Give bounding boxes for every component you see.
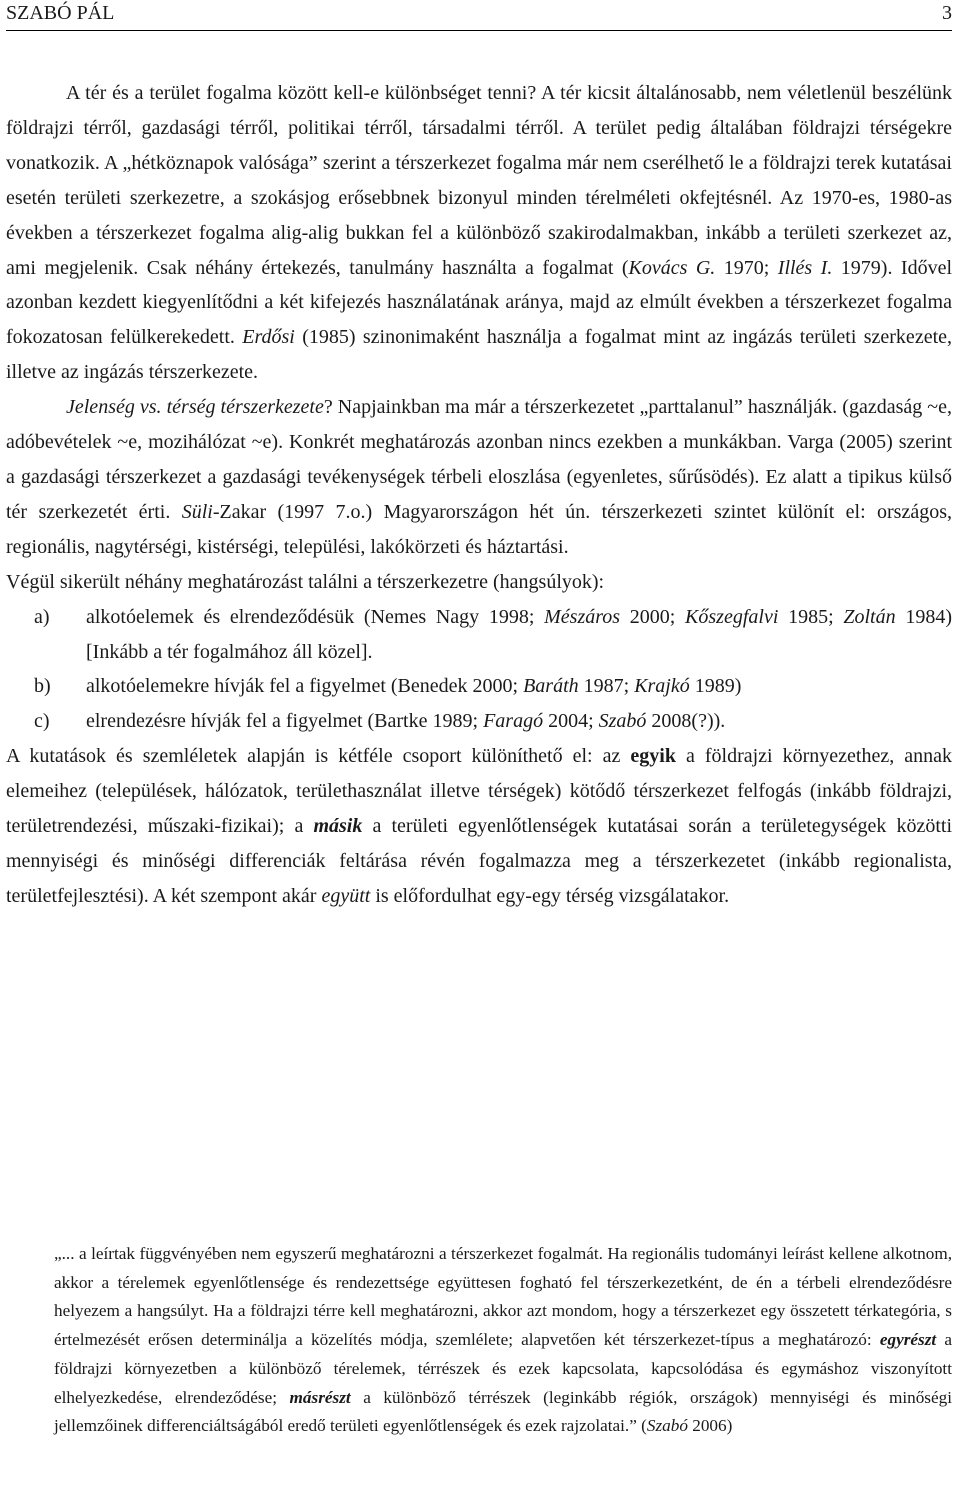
text-run: 1985; xyxy=(778,605,844,628)
list-item xyxy=(6,600,952,670)
text-run: ? Napjainkban ma már a térszerkezetet „parttalanul” használják. (gazdaság ~e, adóbevételek ~e, mozihálózat ~e). Konkrét meghatározás azonban nincs ezekben a munkákban. Varga (2005) szerint a gazdasági térszerkezet a gazdasági tevékenységek térbeli eloszlása (egyenletes, sűrűsödés). Ez alatt a tipikus külső tér szerkezetét érti. xyxy=(6,396,952,523)
text-run: 1970; xyxy=(715,256,778,279)
citation-author: Zoltán xyxy=(843,605,896,628)
citation-author: Faragó xyxy=(483,710,544,733)
text-run: „... a leírtak függvényében nem egyszerű meghatározni a térszerkezet fogalmát. Ha regionális tudományi leírást kellene alkotnom, akkor a térelemek egyenlőtlensége és rendezettsége együttesen fogható fel térszerkezetként, de én a térbeli elrendeződésre helyezem a hangsúlyt. Ha a földrajzi térre kell meghatározni, akkor azt mondom, hogy a térszerkezet egy összetett térkategória, s értelmezését erősen determinálja a közelítés módja, szemlélete; alapvetően két térszerkezet-típus a meghatározó: xyxy=(54,1244,952,1350)
bold-italic-term: másik xyxy=(313,815,363,838)
text-run: a különböző térrészek (leginkább régiók, országok) mennyiségi és minőségi jellemzőinek differenciáltságából eredő területi egyenlőtlenségek és ezek rajzolatai.” ( xyxy=(54,1387,952,1436)
citation-author: Baráth xyxy=(523,675,579,698)
running-header xyxy=(6,0,952,31)
text-run: 2004; xyxy=(543,710,599,733)
citation-author: Süli xyxy=(181,500,213,523)
paragraph-1 xyxy=(6,76,952,390)
citation-author: Szabó xyxy=(646,1416,688,1436)
text-run: 1987; xyxy=(578,675,635,698)
quote-text xyxy=(54,1240,952,1441)
list-intro: Végül sikerült néhány meghatározást találni a térszerkezetre (hangsúlyok): xyxy=(6,570,605,593)
citation-author: Kőszegfalvi xyxy=(685,605,779,628)
text-run: a földrajzi környezethez, annak elemeihez (települések, hálózatok, területhasználat illetve térségek) kötődő térszerkezet felfogás (inkább földrajzi, területrendezési, műszaki-fizikai); a xyxy=(6,745,952,838)
paragraph-3 xyxy=(6,739,952,914)
bold-italic-term: másrészt xyxy=(289,1387,351,1407)
list-item xyxy=(6,669,952,704)
text-run: is előfordulhat egy-egy térség vizsgálatakor. xyxy=(370,884,730,907)
text-run: 1984) [Inkább a tér fogalmához áll közel]. xyxy=(86,605,952,663)
text-run: alkotóelemekre hívják fel a figyelmet (Benedek 2000; xyxy=(86,675,524,698)
text-run: A tér és a terület fogalma között kell-e különbséget tenni? A tér kicsit általánosabb, nem véletlenül beszélünk földrajzi térről, gazdasági térről, politikai térről, társadalmi térről. A terület pedig általában földrajzi térségekre vonatkozik. A „hétköznapok valósága” szerint a térszerkezet fogalma már nem cserélhető le a földrajzi terek kutatásai esetén területi szerkezetre, a szokásjog erősebbnek bizonyul minden térelméleti okfejtésnél. Az 1970-es, 1980-as években a térszerkezet fogalma alig-alig bukkan fel a különböző szakirodalmakban, inkább a területi szerkezet az, ami megjelenik. Csak néhány értekezés, tanulmány használta a fogalmat ( xyxy=(6,82,952,279)
list-marker: c) xyxy=(34,710,50,733)
block-quote xyxy=(54,1240,952,1441)
list-item xyxy=(6,704,952,739)
citation-author: Kovács G. xyxy=(628,256,716,279)
text-run: -Zakar (1997 7.o.) Magyarországon hét ún. térszerkezeti szintet különít el: országos, regionális, nagytérségi, kistérségi, települési, lakókörzeti és háztartási. xyxy=(6,500,953,558)
definition-list xyxy=(6,600,952,740)
text-run: a földrajzi környezetben a különböző térelemek, térrészek és ezek kapcsolata, kapcsolódása és egymáshoz viszonyított elhelyezkedése, elrendeződése; xyxy=(54,1330,952,1407)
text-run: 2006) xyxy=(687,1416,733,1436)
bold-term: egyik xyxy=(630,745,676,768)
citation-author: Illés I. xyxy=(777,256,833,279)
text-run: a területi egyenlőtlenségek kutatásai során a területegységek közötti mennyiségi és minőségi differenciák feltárása révén fogalmazza meg a térszerkezetet (inkább regionalista, területfejlesztési). A két szempont akár xyxy=(6,815,952,907)
text-run: 1979). Idővel azonban kezdett kiegyenlítődni a két kifejezés használatának aránya, majd az elmúlt években a térszerkezet fogalma fokozatosan felülkerekedett. xyxy=(6,256,953,349)
italic-question: Jelenség vs. térség térszerkezete xyxy=(66,396,324,419)
italic-term: együtt xyxy=(321,884,371,907)
text-run: 1989) xyxy=(689,675,742,698)
header-author: SZABÓ PÁL xyxy=(6,2,115,24)
list-marker: a) xyxy=(34,605,50,628)
citation-author: Erdősi xyxy=(242,326,295,349)
citation-author: Szabó xyxy=(598,710,647,733)
text-run: A kutatások és szemléletek alapján is kétféle csoport különíthető el: az xyxy=(6,745,631,768)
text-run: elrendezésre hívják fel a figyelmet (Bartke 1989; xyxy=(86,710,484,733)
text-run: (1985) szinonimaként használja a fogalmat mint az ingázás területi szerkezete, illetve az ingázás térszerkezete. xyxy=(6,326,953,384)
text-run: alkotóelemek és elrendeződésük (Nemes Nagy 1998; xyxy=(86,605,545,628)
text-run: 2000; xyxy=(620,605,686,628)
list-marker: b) xyxy=(34,675,51,698)
main-text xyxy=(6,76,952,914)
citation-author: Mészáros xyxy=(544,605,621,628)
bold-italic-term: egyrészt xyxy=(879,1330,937,1350)
text-run: 2008(?)). xyxy=(646,710,726,733)
page-number: 3 xyxy=(942,2,952,24)
paragraph-2 xyxy=(6,390,952,565)
citation-author: Krajkó xyxy=(634,675,690,698)
